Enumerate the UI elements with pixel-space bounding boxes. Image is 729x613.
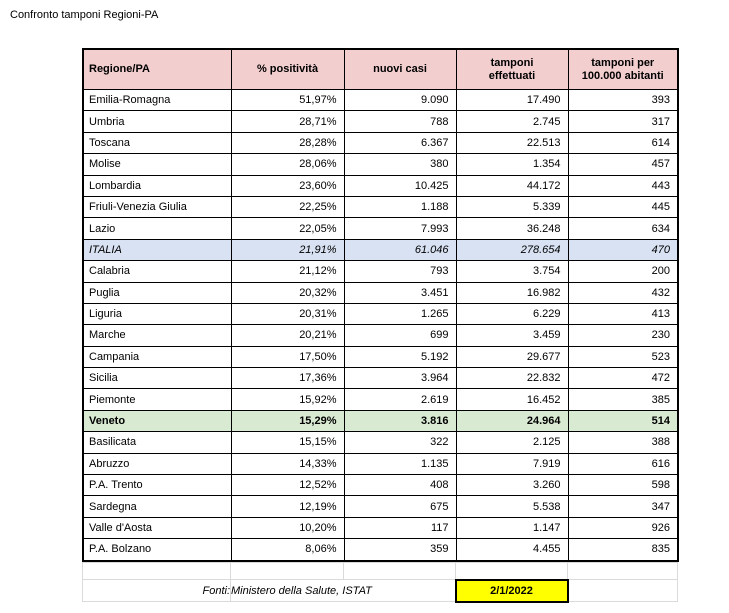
value-cell: 6.229 [456, 303, 568, 324]
region-cell: Toscana [83, 132, 231, 153]
table-area [82, 48, 679, 603]
value-cell: 432 [568, 282, 678, 303]
region-cell: P.A. Bolzano [83, 539, 231, 561]
header-row [83, 49, 678, 90]
value-cell: 28,71% [231, 111, 344, 132]
value-cell: 788 [344, 111, 456, 132]
value-cell: 359 [344, 539, 456, 561]
value-cell: 699 [344, 325, 456, 346]
column-header-regione-pa [83, 49, 231, 90]
value-cell: 200 [568, 261, 678, 282]
column-header-label: tamponi per 100.000 abitanti [581, 56, 664, 82]
table-row [83, 303, 678, 324]
sources-text: Ministero della Salute, ISTAT [231, 580, 456, 602]
value-cell: 230 [568, 325, 678, 346]
value-cell: 2.745 [456, 111, 568, 132]
value-cell: 3.459 [456, 325, 568, 346]
region-cell: Veneto [83, 410, 231, 431]
value-cell: 22,25% [231, 196, 344, 217]
region-cell: Basilicata [83, 432, 231, 453]
value-cell: 28,28% [231, 132, 344, 153]
region-cell: Liguria [83, 303, 231, 324]
value-cell: 408 [344, 475, 456, 496]
table-row [83, 132, 678, 153]
value-cell: 17,36% [231, 368, 344, 389]
table-row [83, 261, 678, 282]
table-row [83, 539, 678, 561]
value-cell: 7.919 [456, 453, 568, 474]
value-cell: 1.147 [456, 517, 568, 538]
value-cell: 347 [568, 496, 678, 517]
region-cell: Valle d'Aosta [83, 517, 231, 538]
region-cell: ITALIA [83, 239, 231, 260]
value-cell: 675 [344, 496, 456, 517]
table-row [83, 111, 678, 132]
region-cell: Umbria [83, 111, 231, 132]
value-cell: 28,06% [231, 154, 344, 175]
value-cell: 393 [568, 90, 678, 111]
value-cell: 3.964 [344, 368, 456, 389]
value-cell: 523 [568, 346, 678, 367]
table-row [83, 325, 678, 346]
region-cell: Campania [83, 346, 231, 367]
column-header-label: Regione/PA [89, 63, 150, 75]
region-cell: Sicilia [83, 368, 231, 389]
value-cell: 3.754 [456, 261, 568, 282]
value-cell: 36.248 [456, 218, 568, 239]
value-cell: 51,97% [231, 90, 344, 111]
value-cell: 470 [568, 239, 678, 260]
column-header-nuovi-casi [344, 49, 456, 90]
value-cell: 12,52% [231, 475, 344, 496]
table-row-veneto [83, 410, 678, 431]
value-cell: 17.490 [456, 90, 568, 111]
report-date-badge: 2/1/2022 [456, 580, 568, 602]
value-cell: 15,15% [231, 432, 344, 453]
value-cell: 2.619 [344, 389, 456, 410]
table-row [83, 282, 678, 303]
value-cell: 2.125 [456, 432, 568, 453]
value-cell: 598 [568, 475, 678, 496]
value-cell: 22.832 [456, 368, 568, 389]
table-row [83, 196, 678, 217]
table-row [83, 346, 678, 367]
table-row [83, 175, 678, 196]
table-row-italia [83, 239, 678, 260]
value-cell: 4.455 [456, 539, 568, 561]
value-cell: 20,32% [231, 282, 344, 303]
value-cell: 16.982 [456, 282, 568, 303]
empty-cell [568, 562, 678, 580]
value-cell: 3.260 [456, 475, 568, 496]
value-cell: 21,91% [231, 239, 344, 260]
spacer-row [83, 562, 678, 580]
value-cell: 16.452 [456, 389, 568, 410]
region-cell: Piemonte [83, 389, 231, 410]
value-cell: 15,92% [231, 389, 344, 410]
region-cell: Abruzzo [83, 453, 231, 474]
value-cell: 472 [568, 368, 678, 389]
value-cell: 10,20% [231, 517, 344, 538]
empty-cell [83, 562, 231, 580]
table-row [83, 496, 678, 517]
column-header-label: % positività [256, 63, 319, 75]
value-cell: 1.354 [456, 154, 568, 175]
table-row [83, 389, 678, 410]
value-cell: 388 [568, 432, 678, 453]
value-cell: 9.090 [344, 90, 456, 111]
region-cell: Marche [83, 325, 231, 346]
column-header-tamponi-effettuati [456, 49, 568, 90]
value-cell: 20,21% [231, 325, 344, 346]
value-cell: 413 [568, 303, 678, 324]
value-cell: 1.265 [344, 303, 456, 324]
value-cell: 22,05% [231, 218, 344, 239]
value-cell: 634 [568, 218, 678, 239]
value-cell: 29.677 [456, 346, 568, 367]
value-cell: 17,50% [231, 346, 344, 367]
region-cell: Emilia-Romagna [83, 90, 231, 111]
value-cell: 317 [568, 111, 678, 132]
region-cell: Friuli-Venezia Giulia [83, 196, 231, 217]
value-cell: 1.135 [344, 453, 456, 474]
value-cell: 8,06% [231, 539, 344, 561]
value-cell: 5.538 [456, 496, 568, 517]
value-cell: 7.993 [344, 218, 456, 239]
value-cell: 926 [568, 517, 678, 538]
sources-row [83, 580, 678, 602]
value-cell: 322 [344, 432, 456, 453]
value-cell: 443 [568, 175, 678, 196]
table-row [83, 475, 678, 496]
value-cell: 20,31% [231, 303, 344, 324]
value-cell: 445 [568, 196, 678, 217]
value-cell: 3.451 [344, 282, 456, 303]
value-cell: 793 [344, 261, 456, 282]
value-cell: 514 [568, 410, 678, 431]
value-cell: 12,19% [231, 496, 344, 517]
region-cell: Molise [83, 154, 231, 175]
value-cell: 24.964 [456, 410, 568, 431]
value-cell: 380 [344, 154, 456, 175]
value-cell: 117 [344, 517, 456, 538]
table-row [83, 154, 678, 175]
region-cell: Lazio [83, 218, 231, 239]
value-cell: 61.046 [344, 239, 456, 260]
value-cell: 614 [568, 132, 678, 153]
empty-cell [231, 562, 344, 580]
value-cell: 616 [568, 453, 678, 474]
table-row [83, 517, 678, 538]
column-header-label: tamponi effettuati [488, 56, 536, 82]
table-row [83, 218, 678, 239]
empty-cell [568, 580, 678, 602]
sources-label: Fonti: [83, 580, 231, 602]
table-footer [82, 562, 678, 603]
value-cell: 1.188 [344, 196, 456, 217]
value-cell: 23,60% [231, 175, 344, 196]
value-cell: 22.513 [456, 132, 568, 153]
value-cell: 6.367 [344, 132, 456, 153]
value-cell: 44.172 [456, 175, 568, 196]
value-cell: 14,33% [231, 453, 344, 474]
region-cell: P.A. Trento [83, 475, 231, 496]
column-header-label: nuovi casi [373, 63, 427, 75]
regions-comparison-table [82, 48, 679, 562]
page-title: Confronto tamponi Regioni-PA [10, 9, 159, 21]
column-header-positivita [231, 49, 344, 90]
value-cell: 21,12% [231, 261, 344, 282]
value-cell: 15,29% [231, 410, 344, 431]
region-cell: Calabria [83, 261, 231, 282]
table-row [83, 432, 678, 453]
column-header-tamponi-100k [568, 49, 678, 90]
region-cell: Puglia [83, 282, 231, 303]
value-cell: 10.425 [344, 175, 456, 196]
region-cell: Sardegna [83, 496, 231, 517]
table-row [83, 90, 678, 111]
table-row [83, 453, 678, 474]
table-row [83, 368, 678, 389]
empty-cell [456, 562, 568, 580]
region-cell: Lombardia [83, 175, 231, 196]
value-cell: 278.654 [456, 239, 568, 260]
value-cell: 5.192 [344, 346, 456, 367]
value-cell: 457 [568, 154, 678, 175]
value-cell: 835 [568, 539, 678, 561]
value-cell: 3.816 [344, 410, 456, 431]
empty-cell [344, 562, 456, 580]
value-cell: 385 [568, 389, 678, 410]
value-cell: 5.339 [456, 196, 568, 217]
